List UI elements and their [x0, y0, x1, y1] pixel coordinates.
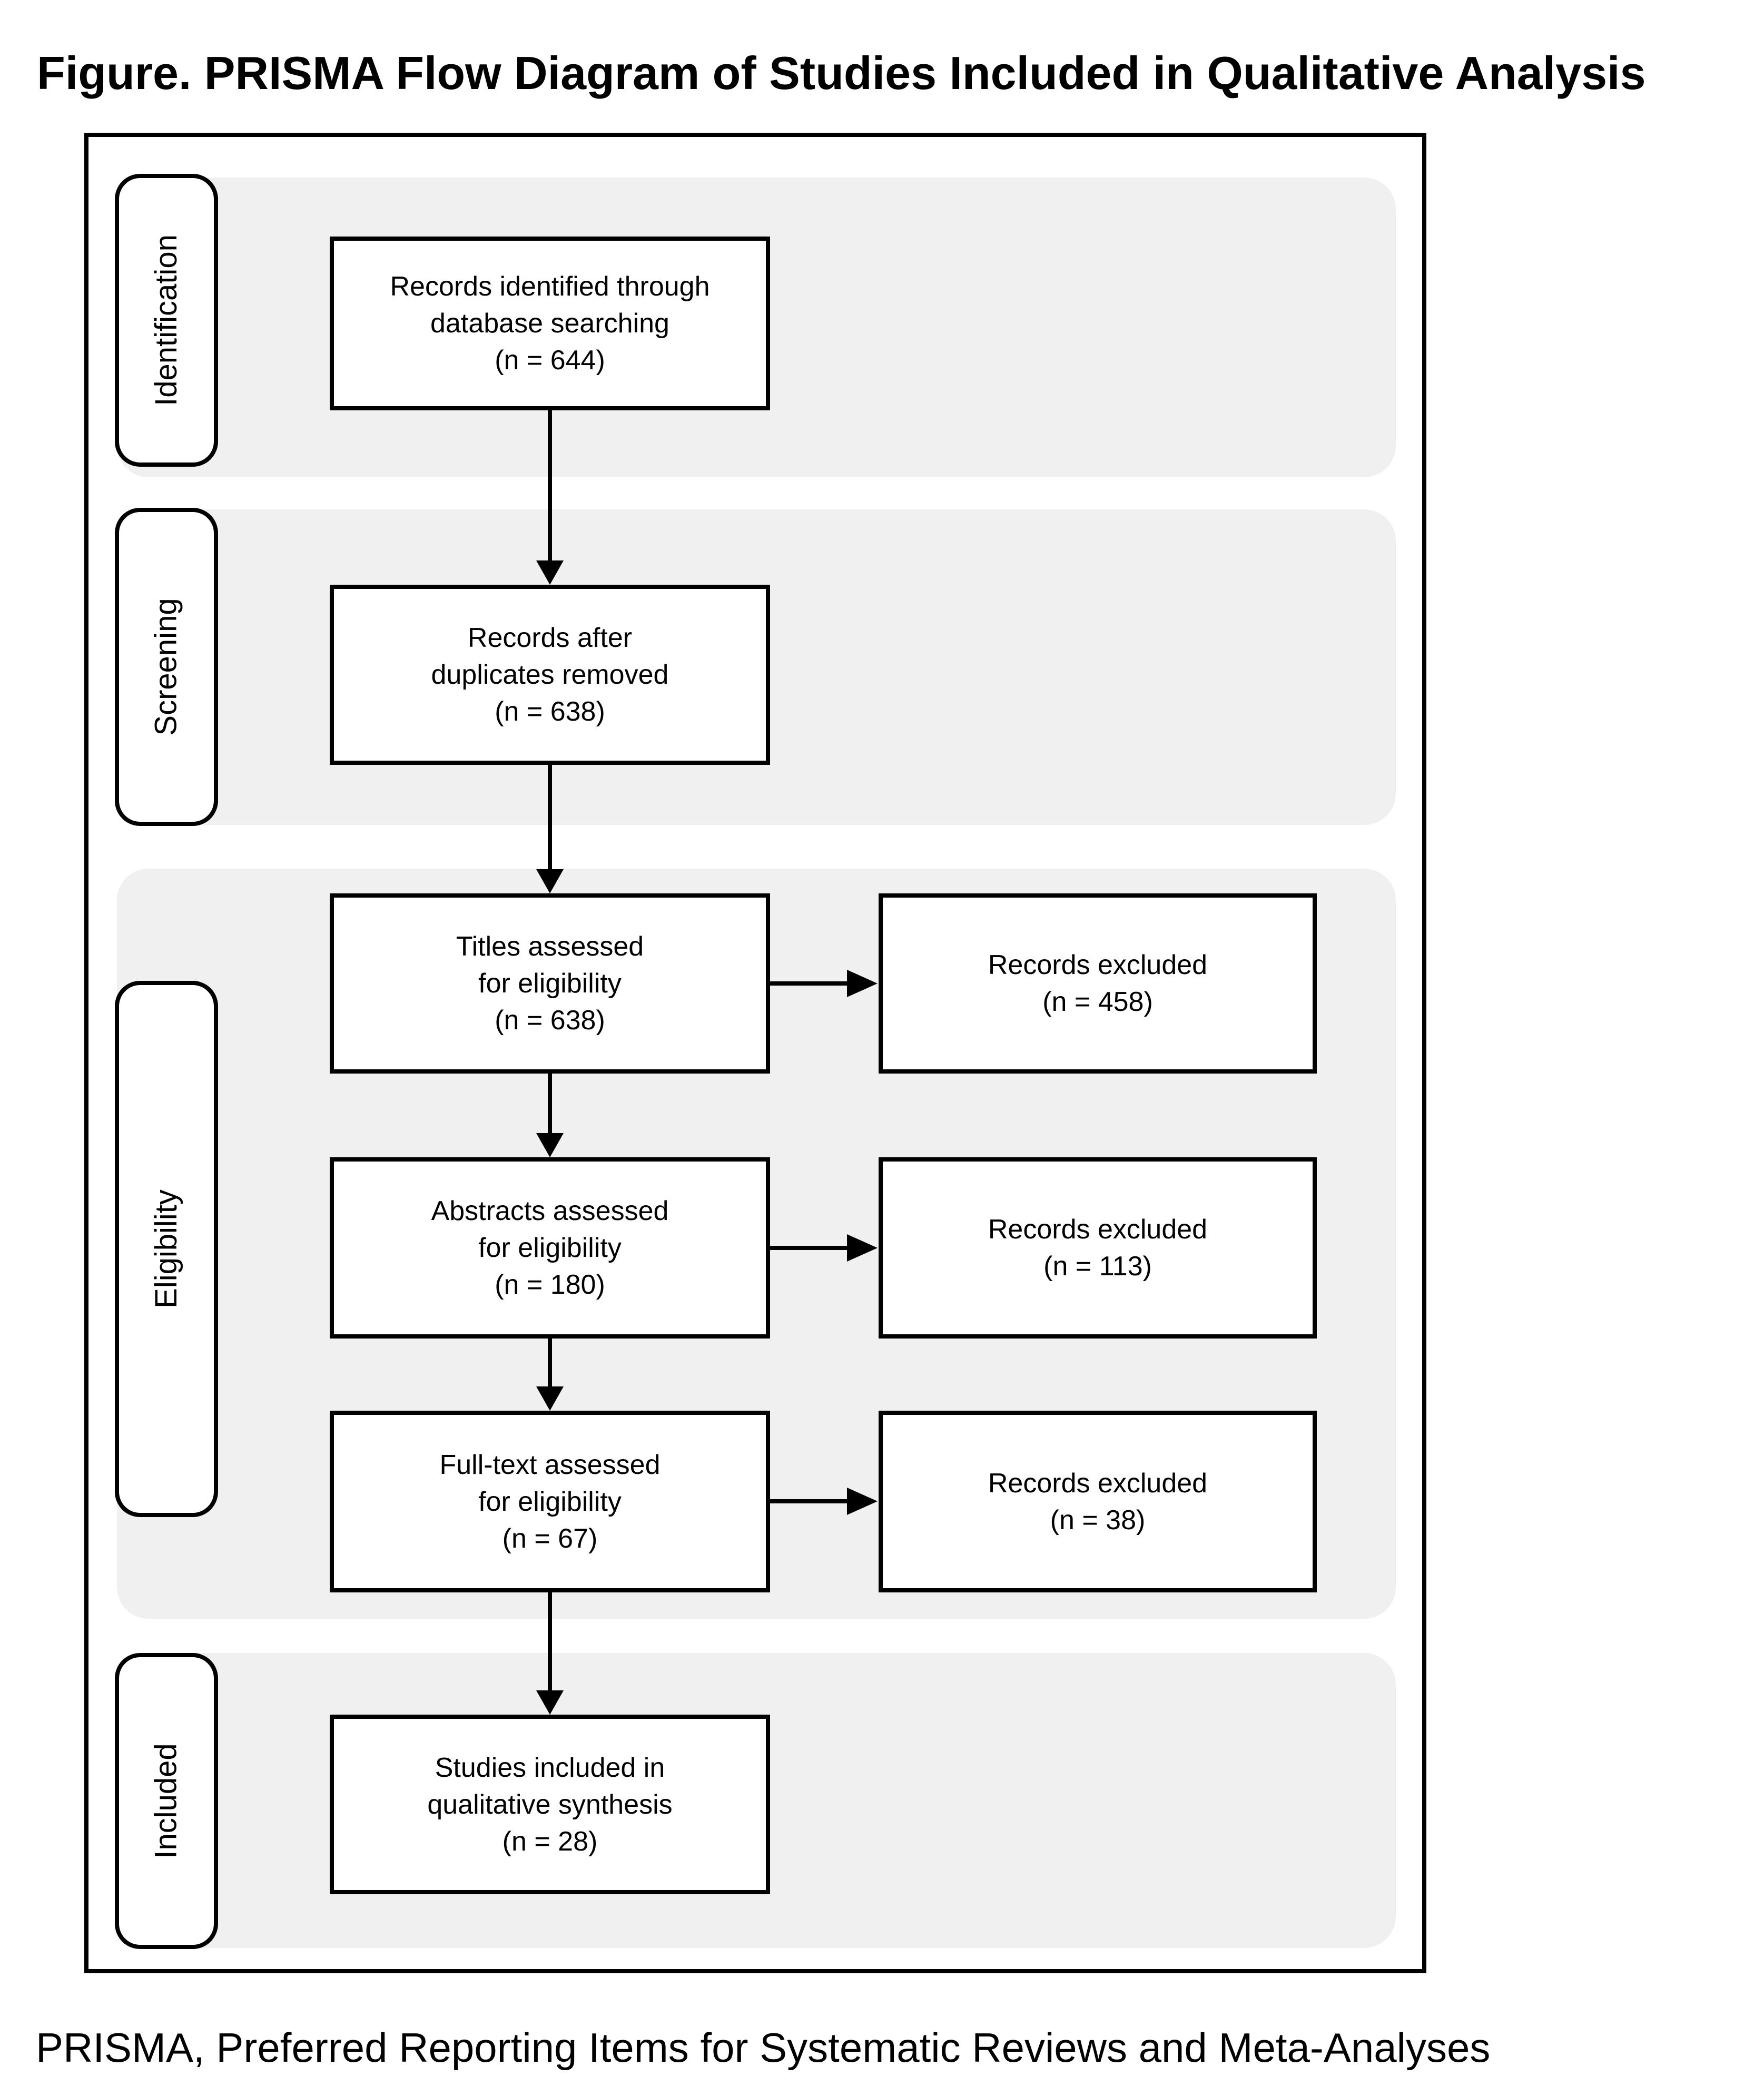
- arrowhead-right-icon: [847, 970, 878, 997]
- stage-pill-included: [115, 1653, 218, 1949]
- flow-box-records-excluded-fulltext: [879, 1411, 1317, 1592]
- figure-title: Figure. PRISMA Flow Diagram of Studies Included in Qualitative Analysis: [37, 47, 1646, 99]
- flow-box-count: (n = 28): [502, 1826, 598, 1857]
- flow-box-count: (n = 644): [495, 345, 605, 376]
- flow-box-line: Titles assessed: [456, 931, 644, 962]
- flow-box-count: (n = 458): [1042, 987, 1153, 1017]
- arrowhead-down-icon: [536, 560, 564, 585]
- arrowhead-right-icon: [847, 1234, 878, 1262]
- flow-box-line: database searching: [430, 308, 669, 339]
- flow-box-line: Records excluded: [988, 1468, 1208, 1499]
- flow-box-line: for eligibility: [478, 968, 622, 999]
- arrow-shaft: [548, 1074, 552, 1133]
- flow-box-titles-assessed: [330, 893, 770, 1074]
- arrow-shaft: [770, 981, 848, 986]
- flow-box-line: Records excluded: [988, 1214, 1208, 1245]
- arrowhead-right-icon: [847, 1488, 878, 1515]
- flow-box-line: for eligibility: [478, 1486, 622, 1517]
- stage-pill-identification: [115, 174, 218, 467]
- flow-box-count: (n = 638): [495, 696, 605, 727]
- flow-box-count: (n = 67): [502, 1523, 598, 1554]
- arrowhead-down-icon: [536, 869, 564, 893]
- arrow-shaft: [548, 410, 552, 560]
- flow-box-records-excluded-titles: [879, 893, 1317, 1074]
- arrow-shaft: [770, 1499, 848, 1503]
- stage-label-identification: Identification: [149, 234, 183, 406]
- arrowhead-down-icon: [536, 1133, 564, 1157]
- stage-pill-screening: [115, 508, 218, 826]
- stage-label-eligibility: Eligibility: [149, 1189, 184, 1308]
- flow-box-line: Full-text assessed: [439, 1449, 661, 1480]
- flow-box-fulltext-assessed: [330, 1411, 770, 1592]
- flow-box-line: duplicates removed: [431, 660, 669, 690]
- flow-box-line: Records identified through: [390, 271, 710, 302]
- flow-box-count: (n = 180): [495, 1270, 605, 1300]
- flow-box-records-excluded-abstracts: [879, 1157, 1317, 1339]
- arrow-shaft: [548, 1592, 552, 1690]
- stage-label-screening: Screening: [149, 598, 184, 736]
- flow-box-line: qualitative synthesis: [427, 1789, 673, 1820]
- flow-box-line: Abstracts assessed: [431, 1196, 669, 1226]
- flow-box-abstracts-assessed: [330, 1157, 770, 1339]
- flow-box-count: (n = 38): [1050, 1504, 1146, 1536]
- arrow-shaft: [770, 1246, 848, 1250]
- flow-box-records-identified: [330, 237, 770, 410]
- arrow-shaft: [548, 1339, 552, 1386]
- flow-box-line: for eligibility: [478, 1233, 622, 1263]
- flow-box-records-after-duplicates: [330, 585, 770, 765]
- flow-box-studies-included: [330, 1715, 770, 1894]
- footer-abbreviation-note: PRISMA, Preferred Reporting Items for Systematic Reviews and Meta-Analyses: [36, 2024, 1491, 2071]
- flow-box-line: Records after: [467, 623, 633, 653]
- arrowhead-down-icon: [536, 1690, 564, 1715]
- stage-label-included: Included: [149, 1743, 184, 1859]
- arrowhead-down-icon: [536, 1386, 564, 1411]
- arrow-shaft: [548, 765, 552, 869]
- flow-box-count: (n = 638): [495, 1005, 605, 1036]
- flow-box-line: Studies included in: [435, 1752, 665, 1783]
- flow-box-line: Records excluded: [988, 950, 1208, 980]
- stage-pill-eligibility: [115, 981, 218, 1517]
- flow-box-count: (n = 113): [1043, 1251, 1152, 1282]
